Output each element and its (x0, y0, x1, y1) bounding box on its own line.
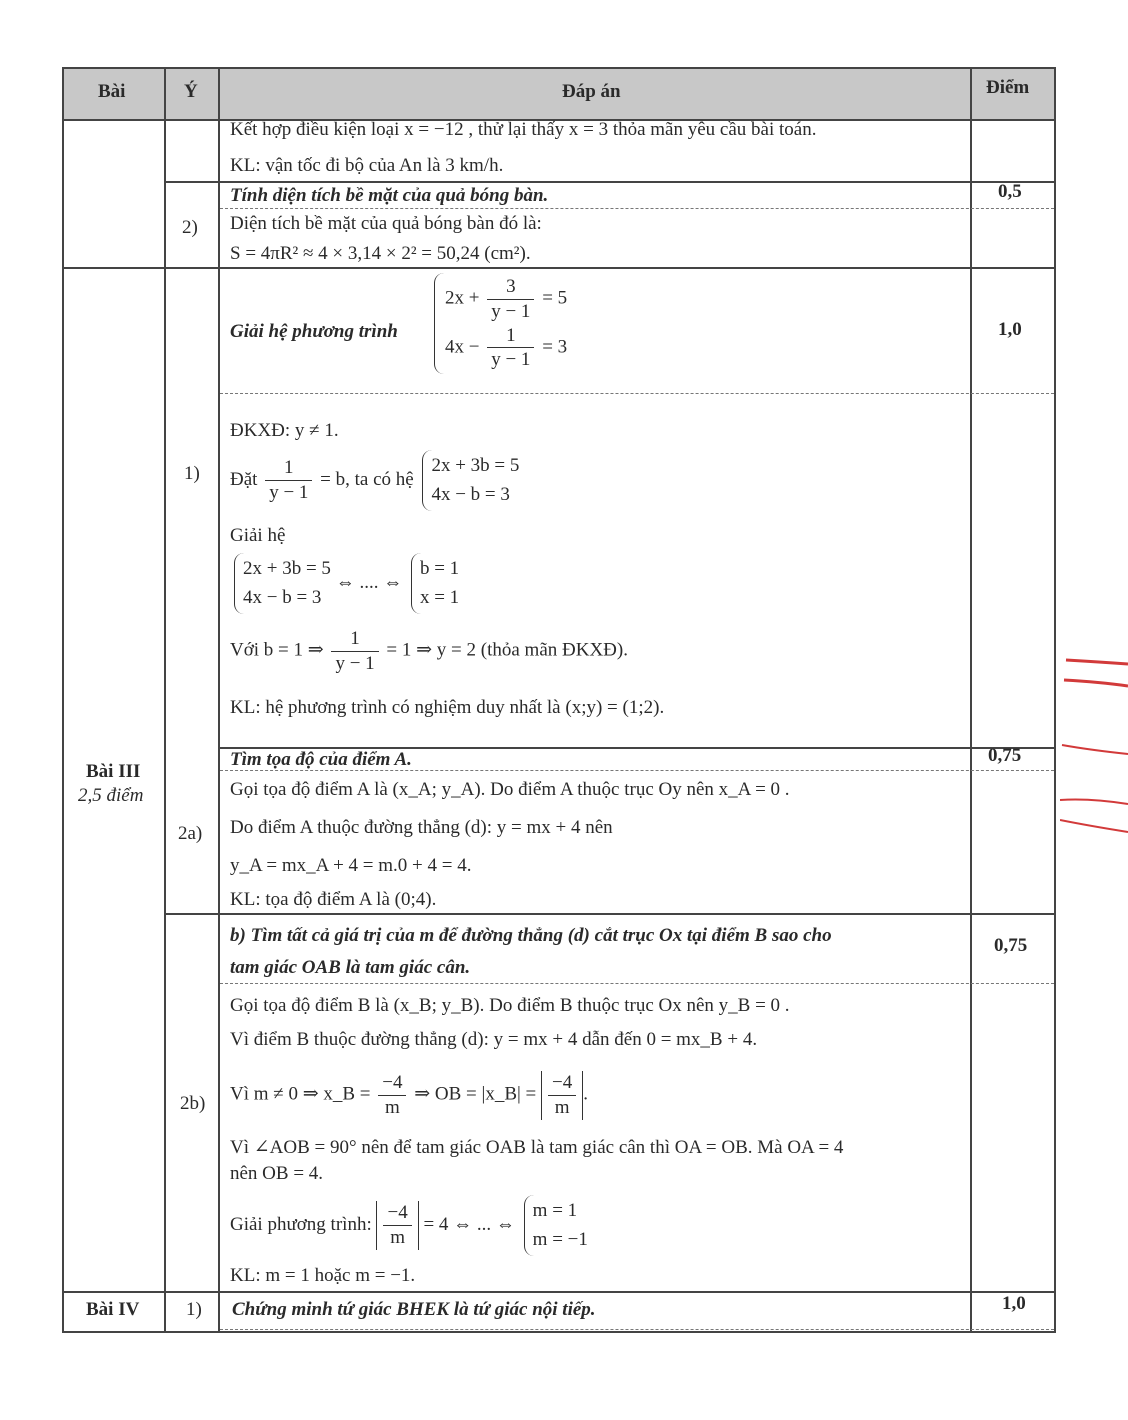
voi-line: Với b = 1 ⇒ $\frac{1}{y - 1}$ = 1 ⇒ y = 2 (thỏa mãn ĐKXĐ). (230, 628, 628, 674)
row5-line4a: Vì ∠AOB = 90° nên để tam giác OAB là tam giác cân thì OA = OB. Mà OA = 4 (230, 1137, 844, 1158)
row4-title: Tìm tọa độ của điểm A. (230, 749, 412, 770)
row2-title: Tính diện tích bề mặt của quả bóng bàn. (230, 185, 549, 206)
border-top (62, 67, 1056, 69)
header-y: Ý (184, 81, 198, 102)
row4-conclusion: KL: tọa độ điểm A là (0;4). (230, 889, 437, 910)
col-divider-3 (970, 67, 972, 1333)
col-divider-1 (164, 67, 166, 1333)
stamp-icon (1060, 650, 1128, 840)
row4-line2: Do điểm A thuộc đường thẳng (d): y = mx + 4 nên (230, 817, 613, 838)
dashed-divider (220, 393, 1054, 394)
row0-line2: KL: vận tốc đi bộ của An là 3 km/h. (230, 155, 504, 176)
dashed-divider (220, 983, 1054, 984)
sub-label-2b: 2b) (180, 1093, 206, 1114)
row3-conclusion: KL: hệ phương trình có nghiệm duy nhất là (x;y) = (1;2). (230, 697, 665, 718)
dashed-divider (220, 1329, 1054, 1330)
sub-label-2a: 2a) (178, 823, 203, 844)
score-iv-1: 1,0 (1002, 1293, 1026, 1314)
row0-line1: Kết hợp điều kiện loại x = −12 , thử lại thấy x = 3 thỏa mãn yêu cầu bài toán. (230, 119, 817, 140)
row4-line3: y_A = mx_A + 4 = m.0 + 4 = 4. (230, 855, 472, 876)
header-dap-an: Đáp án (562, 81, 621, 102)
giai-he-label: Giải hệ (230, 525, 286, 546)
row5-line4b: nên OB = 4. (230, 1163, 324, 1184)
bai-iv-label: Bài IV (86, 1299, 140, 1320)
row5-title-line1: b) Tìm tất cả giá trị của m để đường thẳng (d) cắt trục Ox tại điểm B sao cho (230, 925, 832, 946)
row2-formula: S = 4πR² ≈ 4 × 3,14 × 2² = 50,24 (cm²). (230, 243, 531, 264)
answer-table (62, 67, 1056, 1333)
row2-line1: Diện tích bề mặt của quả bóng bàn đó là: (230, 213, 542, 234)
border-left (62, 67, 64, 1333)
header-bai: Bài (98, 81, 126, 102)
row-divider (164, 181, 1056, 183)
row5-line2: Vì điểm B thuộc đường thẳng (d): y = mx + 4 dẫn đến 0 = mx_B + 4. (230, 1029, 758, 1050)
row5-title-line2: tam giác OAB là tam giác cân. (230, 957, 471, 978)
solve-system-line: 2x + 3b = 5 4x − b = 3 ⇔ .... ⇔ b = 1 x = 1 (230, 553, 459, 614)
row4-line1: Gọi tọa độ điểm A là (x_A; y_A). Do điểm A thuộc trục Oy nên x_A = 0 . (230, 779, 790, 800)
row6-title: Chứng minh tứ giác BHEK là tứ giác nội tiếp. (232, 1299, 596, 1320)
sub-label-iv-1: 1) (186, 1299, 202, 1320)
table-header (62, 67, 1056, 119)
bai-iii-points: 2,5 điểm (78, 785, 144, 806)
header-diem: Điểm (986, 77, 1030, 98)
border-right (1054, 67, 1056, 1333)
sub-label-1: 1) (184, 463, 200, 484)
dkxd-text: ĐKXĐ: y ≠ 1. (230, 420, 339, 441)
row5-line5: Giải phương trình: $\frac{-4}{m}$ = 4 ⇔ ... ⇔ m = 1 m = −1 (230, 1195, 588, 1256)
sub-label-2: 2) (182, 217, 198, 238)
score-1: 1,0 (998, 319, 1022, 340)
score-2: 0,5 (998, 181, 1022, 202)
bai-iii-label: Bài III (86, 761, 141, 782)
row5-line1: Gọi tọa độ điểm B là (x_B; y_B). Do điểm B thuộc trục Ox nên y_B = 0 . (230, 995, 790, 1016)
score-2b: 0,75 (994, 935, 1028, 956)
row5-line3: Vì m ≠ 0 ⇒ x_B = $\frac{-4}{m}$ ⇒ OB = |x_B| = $\frac{-4}{m}$ . (230, 1072, 588, 1118)
border-bottom (62, 1331, 1056, 1333)
dashed-divider (220, 208, 1054, 209)
substitution-line: Đặt $\frac{1}{y - 1}$ = b, ta có hệ 2x + 3b = 5 4x − b = 3 (230, 450, 519, 511)
equation-system: 2x + $\frac{3}{y - 1}$ = 5 4x − $\frac{1}{y - 1}$ = 3 (430, 273, 567, 374)
row5-conclusion: KL: m = 1 hoặc m = −1. (230, 1265, 416, 1286)
row3-title: Giải hệ phương trình (230, 321, 398, 342)
row-divider (164, 913, 1056, 915)
score-2a: 0,75 (988, 745, 1022, 766)
row-divider (62, 267, 1056, 269)
col-divider-2 (218, 67, 220, 1333)
row-divider (62, 1291, 1056, 1293)
